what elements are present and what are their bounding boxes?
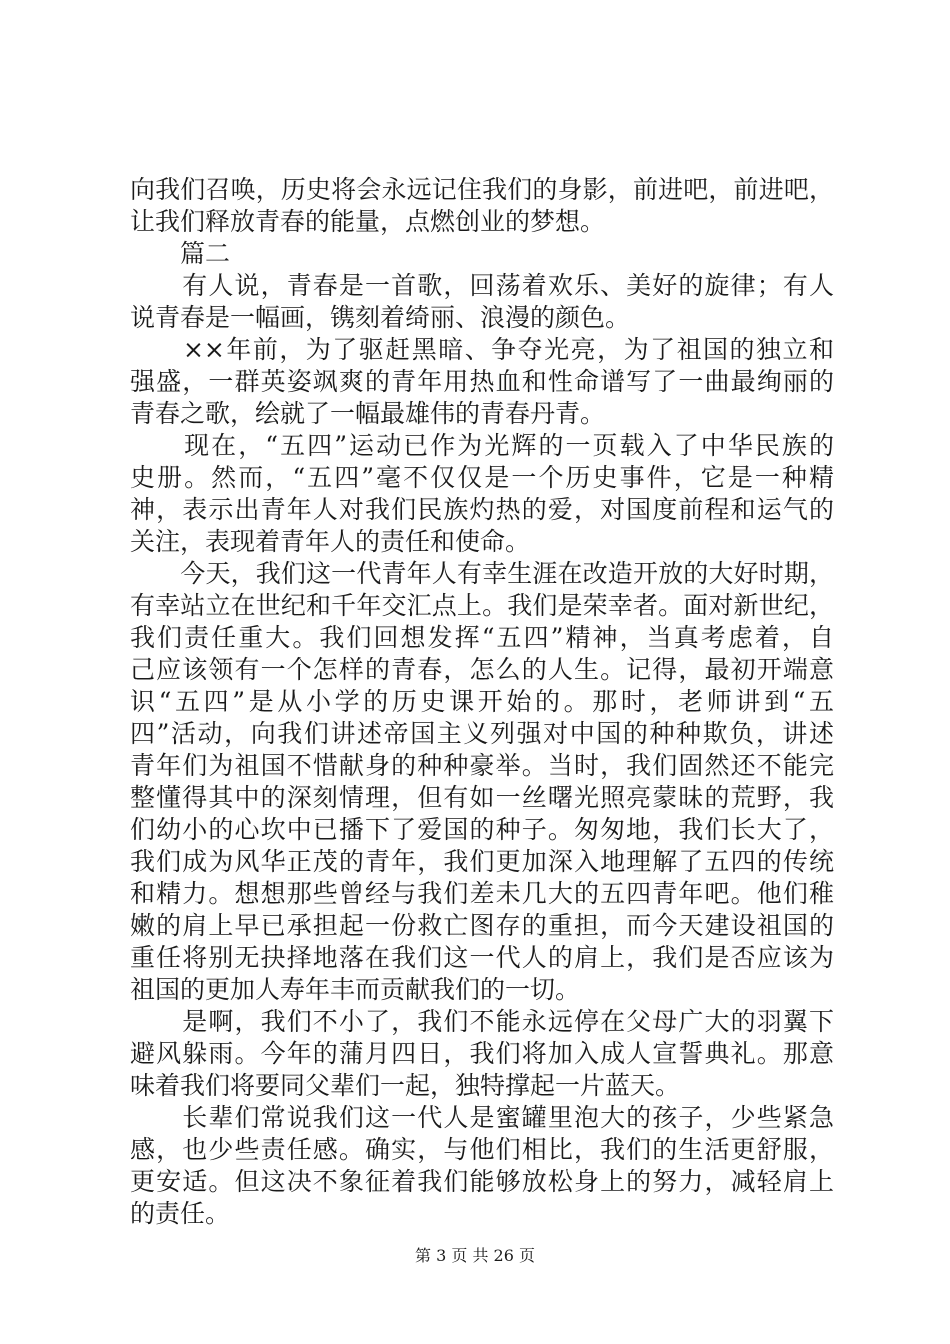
text-line: 感，也少些责任感。确实，与他们相比，我们的生活更舒服， [130, 1135, 834, 1164]
text-line: 更安适。但这决不象征着我们能够放松身上的努力，减轻肩上 [130, 1167, 834, 1196]
text-line: 和精力。想想那些曾经与我们差未几大的五四青年吧。他们稚 [130, 879, 834, 908]
text-line: 有幸站立在世纪和千年交汇点上。我们是荣幸者。面对新世纪， [130, 591, 834, 620]
text-line: 祖国的更加人寿年丰而贡献我们的一切。 [130, 975, 581, 1004]
text-line: 嫩的肩上早已承担起一份救亡图存的重担，而今天建设祖国的 [130, 911, 834, 940]
text-line: 避风躲雨。今年的蒲月四日，我们将加入成人宣誓典礼。那意 [130, 1039, 834, 1068]
text-line: 是啊，我们不小了，我们不能永远停在父母广大的羽翼下 [130, 1007, 834, 1036]
text-line: 强盛，一群英姿飒爽的青年用热血和性命谱写了一曲最绚丽的 [130, 367, 834, 396]
text-line: 说青春是一幅画，镌刻着绮丽、浪漫的颜色。 [130, 303, 631, 332]
text-line: 们幼小的心坎中已播下了爱国的种子。匆匆地，我们长大了， [130, 815, 834, 844]
text-line: ××年前，为了驱赶黑暗、争夺光亮，为了祖国的独立和 [130, 335, 834, 364]
text-line: 史册。然而，“五四”毫不仅仅是一个历史事件，它是一种精 [130, 463, 834, 492]
text-line: 有人说，青春是一首歌，回荡着欢乐、美好的旋律；有人 [130, 271, 834, 300]
section-heading: 篇二 [130, 239, 231, 268]
page-number-footer: 第 3 页 共 26 页 [415, 1246, 535, 1265]
text-line: 神，表示出青年人对我们民族灼热的爱，对国度前程和运气的 [130, 495, 834, 524]
text-line: 味着我们将要同父辈们一起，独特撑起一片蓝天。 [130, 1071, 681, 1100]
text-line: 识“五四”是从小学的历史课开始的。那时，老师讲到“五 [130, 687, 834, 716]
text-line: 向我们召唤，历史将会永远记住我们的身影，前进吧，前进吧， [130, 175, 834, 204]
text-line: 青春之歌，绘就了一幅最雄伟的青春丹青。 [130, 399, 606, 428]
text-line: 现在，“五四”运动已作为光辉的一页载入了中华民族的 [130, 431, 834, 460]
body-text [130, 174, 834, 1230]
text-line: 重任将别无抉择地落在我们这一代人的肩上，我们是否应该为 [130, 943, 834, 972]
text-line: 的责任。 [130, 1199, 231, 1228]
text-line: 我们责任重大。我们回想发挥“五四”精神，当真考虑着，自 [130, 623, 834, 652]
text-line: 整懂得其中的深刻情理，但有如一丝曙光照亮蒙昧的荒野，我 [130, 783, 834, 812]
text-line: 四”活动，向我们讲述帝国主义列强对中国的种种欺负，讲述 [130, 719, 834, 748]
text-line: 青年们为祖国不惜献身的种种豪举。当时，我们固然还不能完 [130, 751, 834, 780]
text-line: 己应该领有一个怎样的青春，怎么的人生。记得，最初开端意 [130, 655, 834, 684]
text-line: 让我们释放青春的能量，点燃创业的梦想。 [130, 207, 606, 236]
text-line: 我们成为风华正茂的青年，我们更加深入地理解了五四的传统 [130, 847, 834, 876]
text-line: 长辈们常说我们这一代人是蜜罐里泡大的孩子，少些紧急 [130, 1103, 834, 1132]
text-line: 今天，我们这一代青年人有幸生涯在改造开放的大好时期， [130, 559, 834, 588]
text-line: 关注，表现着青年人的责任和使命。 [130, 527, 531, 556]
